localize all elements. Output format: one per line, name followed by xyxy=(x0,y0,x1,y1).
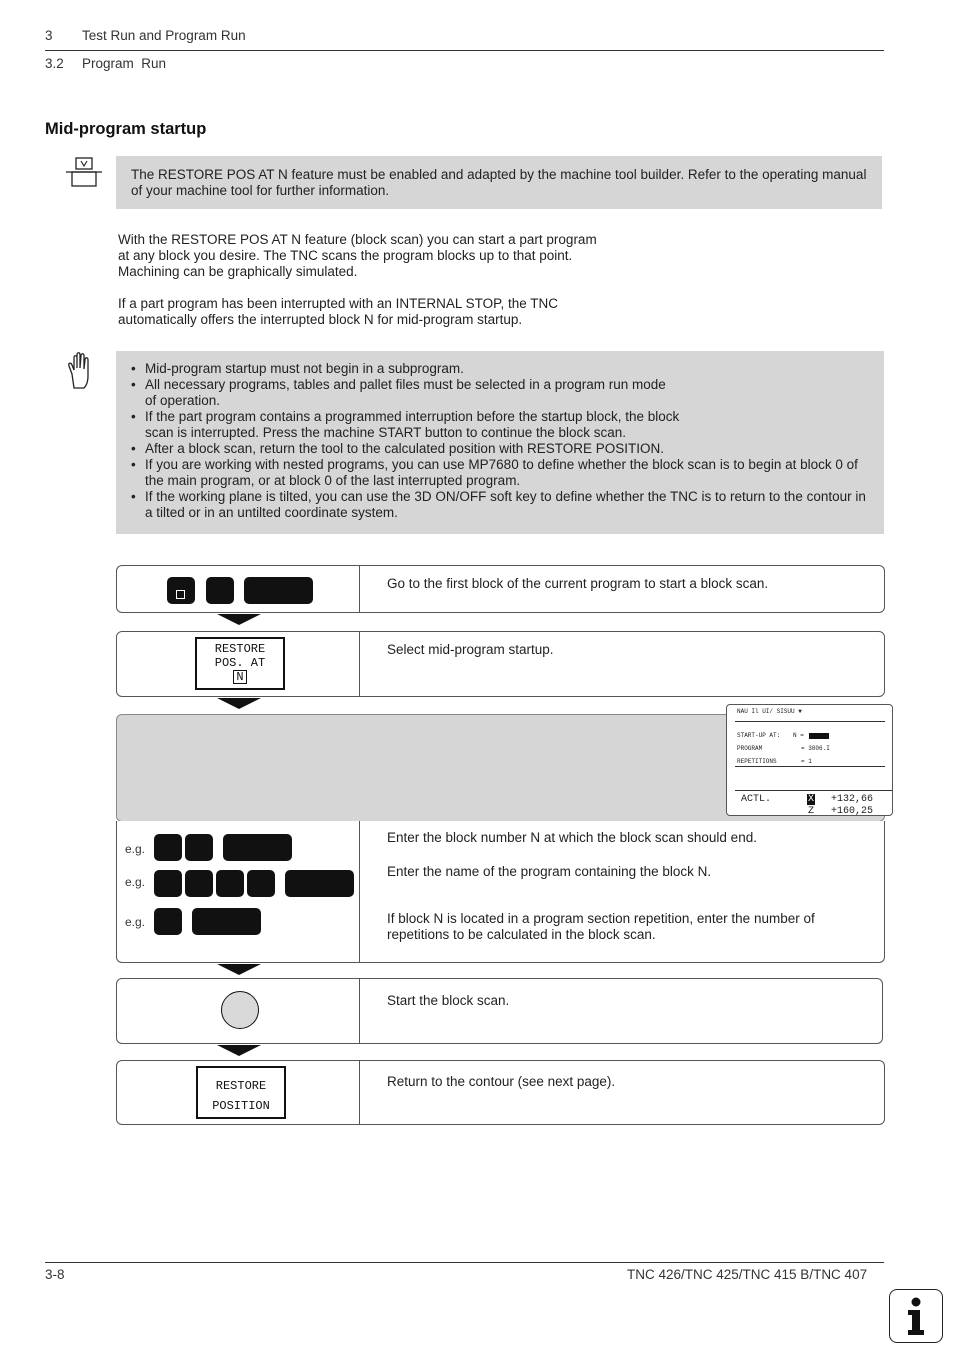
step4-description: Start the block scan. xyxy=(387,993,510,1008)
softkey-n-box: N xyxy=(233,670,246,684)
footer-models: TNC 426/TNC 425/TNC 415 B/TNC 407 xyxy=(627,1267,868,1282)
flow-arrow xyxy=(217,614,261,625)
tnc-screen-image xyxy=(726,704,893,816)
restore-position-softkey[interactable] xyxy=(196,1066,286,1119)
screen-top-line: NAU Il UI/ SISUU ▼ xyxy=(737,708,802,715)
eg-label: e.g. xyxy=(125,875,146,889)
eg-label: e.g. xyxy=(125,842,146,856)
screen-row3-label: REPETITIONS xyxy=(737,758,777,765)
page-heading: Mid-program startup xyxy=(45,120,207,138)
screen-actl: ACTL. xyxy=(741,794,772,805)
goto-key[interactable] xyxy=(167,577,195,604)
intro-paragraph-1: With the RESTORE POS AT N feature (block scan) you can start a part program at any block you desire. The TNC scans the program blocks up to that point. Machining can be graphically simulated. xyxy=(118,232,597,279)
note-item: • If you are working with nested programs, you can use MP7680 to define whether the block scan is to begin at block 0 of the main program, or at block 0 of the last interrupted program. xyxy=(131,457,876,489)
flow-arrow xyxy=(217,1045,261,1056)
note-item: • After a block scan, return the tool to the calculated position with RESTORE POSITION. xyxy=(131,441,876,457)
nc-start-button[interactable] xyxy=(221,991,259,1029)
step5-description: Return to the contour (see next page). xyxy=(387,1074,616,1089)
number-key[interactable] xyxy=(247,870,275,897)
chapter-title: Test Run and Program Run xyxy=(82,28,246,43)
screen-x-value: +132,66 xyxy=(831,794,874,805)
note-item: • All necessary programs, tables and pallet files must be selected in a program run mode of operation. xyxy=(131,377,676,409)
header-rule xyxy=(45,50,884,51)
number-key[interactable] xyxy=(185,834,213,861)
zero-key[interactable] xyxy=(206,577,234,604)
step-enter-values xyxy=(116,821,885,963)
number-key[interactable] xyxy=(216,870,244,897)
section-number: 3.2 xyxy=(45,56,64,71)
flow-arrow xyxy=(217,698,261,709)
screen-row2-label: PROGRAM xyxy=(737,745,763,752)
page-number: 3-8 xyxy=(45,1267,65,1282)
eg-label: e.g. xyxy=(125,915,146,929)
ent-key[interactable] xyxy=(223,834,292,861)
softkey-line: RESTORE xyxy=(215,1079,267,1093)
step1-description: Go to the first block of the current program to start a block scan. xyxy=(387,576,769,591)
info-icon xyxy=(889,1289,943,1343)
number-key[interactable] xyxy=(154,870,182,897)
restore-pos-at-n-softkey[interactable] xyxy=(195,637,285,690)
step2-description: Select mid-program startup. xyxy=(387,642,554,657)
chapter-number: 3 xyxy=(45,28,53,43)
machine-builder-icon xyxy=(64,156,104,188)
intro-paragraph-2: If a part program has been interrupted with an INTERNAL STOP, the TNC automatically offers the interrupted block N for mid-program startup. xyxy=(118,296,558,327)
softkey-line: RESTORE xyxy=(214,642,266,656)
softkey-line: POSITION xyxy=(212,1099,270,1113)
machine-note-text: The RESTORE POS AT N feature must be enabled and adapted by the machine tool builder. Refer to the operating manual of your machine tool for further information. xyxy=(131,167,867,198)
number-key[interactable] xyxy=(154,908,182,935)
step-restore-position xyxy=(116,1060,885,1125)
note-item: • Mid-program startup must not begin in a subprogram. xyxy=(131,361,876,377)
screen-row3-value: = 1 xyxy=(801,758,812,765)
machine-note-box xyxy=(116,156,882,209)
section-title: Program Run xyxy=(82,56,167,71)
screen-z-value: +160,25 xyxy=(831,806,874,816)
step3-description-2: Enter the name of the program containing the block N. xyxy=(387,864,712,879)
number-key[interactable] xyxy=(154,834,182,861)
softkey-line: POS. AT xyxy=(214,656,266,670)
footer-rule xyxy=(45,1262,884,1263)
step-start-scan xyxy=(116,978,883,1044)
ent-key[interactable] xyxy=(244,577,313,604)
step-select-startup xyxy=(116,631,885,697)
step3-description-1: Enter the block number N at which the block scan should end. xyxy=(387,830,757,845)
screen-row1-value: N = xyxy=(793,732,804,739)
hand-icon xyxy=(66,352,96,390)
step3-description-3: If block N is located in a program section repetition, enter the number of repetitions to be calculated in the block scan. xyxy=(387,911,815,942)
screen-x-axis: X xyxy=(808,794,815,805)
ent-key[interactable] xyxy=(192,908,261,935)
step-goto-first-block xyxy=(116,565,885,613)
screen-row2-value: = 3806.I xyxy=(801,745,830,752)
screen-z-axis: Z xyxy=(808,806,815,816)
ent-key[interactable] xyxy=(285,870,354,897)
screen-row1-label: START-UP AT: xyxy=(737,732,781,739)
flow-arrow xyxy=(217,964,261,975)
notes-box xyxy=(116,351,884,534)
note-item: • If the part program contains a programmed interruption before the startup block, the block scan is interrupted. Press the machine START button to continue the block scan. xyxy=(131,409,701,441)
note-item: • If the working plane is tilted, you can use the 3D ON/OFF soft key to define whether the TNC is to return to the contour in a tilted or in an untilted coordinate system. xyxy=(131,489,876,521)
number-key[interactable] xyxy=(185,870,213,897)
